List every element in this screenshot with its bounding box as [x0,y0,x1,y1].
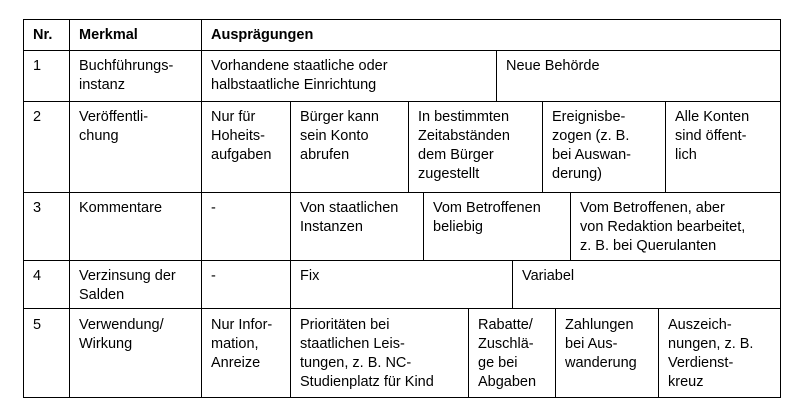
value-cell: Bürger kann sein Konto abrufen [300,109,379,163]
value-cell: Fix [300,268,320,284]
cell-divider [423,192,424,260]
cell-divider [496,50,497,101]
value-cell: Nur für Hoheits- aufgaben [211,109,272,163]
value-cell: Neue Behörde [506,58,600,74]
row-number: 2 [33,109,42,125]
row-divider [23,101,781,102]
cell-divider [408,101,409,192]
cell-divider [570,192,571,260]
value-cell: Vorhandene staatliche oder halbstaatliche Einrichtung [211,58,388,93]
value-cell: Rabatte/ Zuschlä- ge bei Abgaben [478,317,537,390]
feature-label: Verwendung/ Wirkung [79,317,164,352]
value-cell: Ereignisbe- zogen (z. B. bei Auswan- derung) [552,109,631,182]
value-cell: Auszeich- nungen, z. B. Verdienst- kreuz [668,317,754,390]
header-merkmal: Merkmal [79,27,138,43]
value-cell: Variabel [522,268,575,284]
row-divider [23,308,781,309]
column-divider [201,19,202,398]
cell-divider [512,260,513,308]
cell-divider [658,308,659,398]
cell-divider [290,101,291,192]
value-cell: - [211,200,216,216]
feature-label: Veröffentli- chung [79,109,149,144]
cell-divider [290,192,291,260]
row-divider [23,50,781,51]
feature-label: Buchführungs- instanz [79,58,174,93]
cell-divider [665,101,666,192]
header-auspraegungen: Ausprägungen [211,27,314,43]
value-cell: Vom Betroffenen beliebig [433,200,541,235]
row-number: 4 [33,268,42,284]
row-number: 5 [33,317,42,333]
value-cell: Zahlungen bei Aus- wanderung [565,317,637,371]
header-nr: Nr. [33,27,53,43]
cell-divider [468,308,469,398]
column-divider [69,19,70,398]
cell-divider [290,260,291,308]
row-number: 3 [33,200,42,216]
value-cell: In bestimmten Zeitabständen dem Bürger zugestellt [418,109,510,182]
row-number: 1 [33,58,42,74]
cell-divider [542,101,543,192]
feature-label: Kommentare [79,200,163,216]
value-cell: - [211,268,216,284]
value-cell: Vom Betroffenen, aber von Redaktion bearbeitet, z. B. bei Querulanten [580,200,746,254]
row-divider [23,260,781,261]
value-cell: Prioritäten bei staatlichen Leis- tungen, z. B. NC- Studienplatz für Kind [300,317,434,390]
value-cell: Alle Konten sind öffent- lich [675,109,750,163]
value-cell: Nur Infor- mation, Anreize [211,317,273,371]
feature-label: Verzinsung der Salden [79,268,176,303]
row-divider [23,192,781,193]
cell-divider [555,308,556,398]
value-cell: Von staatlichen Instanzen [300,200,399,235]
cell-divider [290,308,291,398]
